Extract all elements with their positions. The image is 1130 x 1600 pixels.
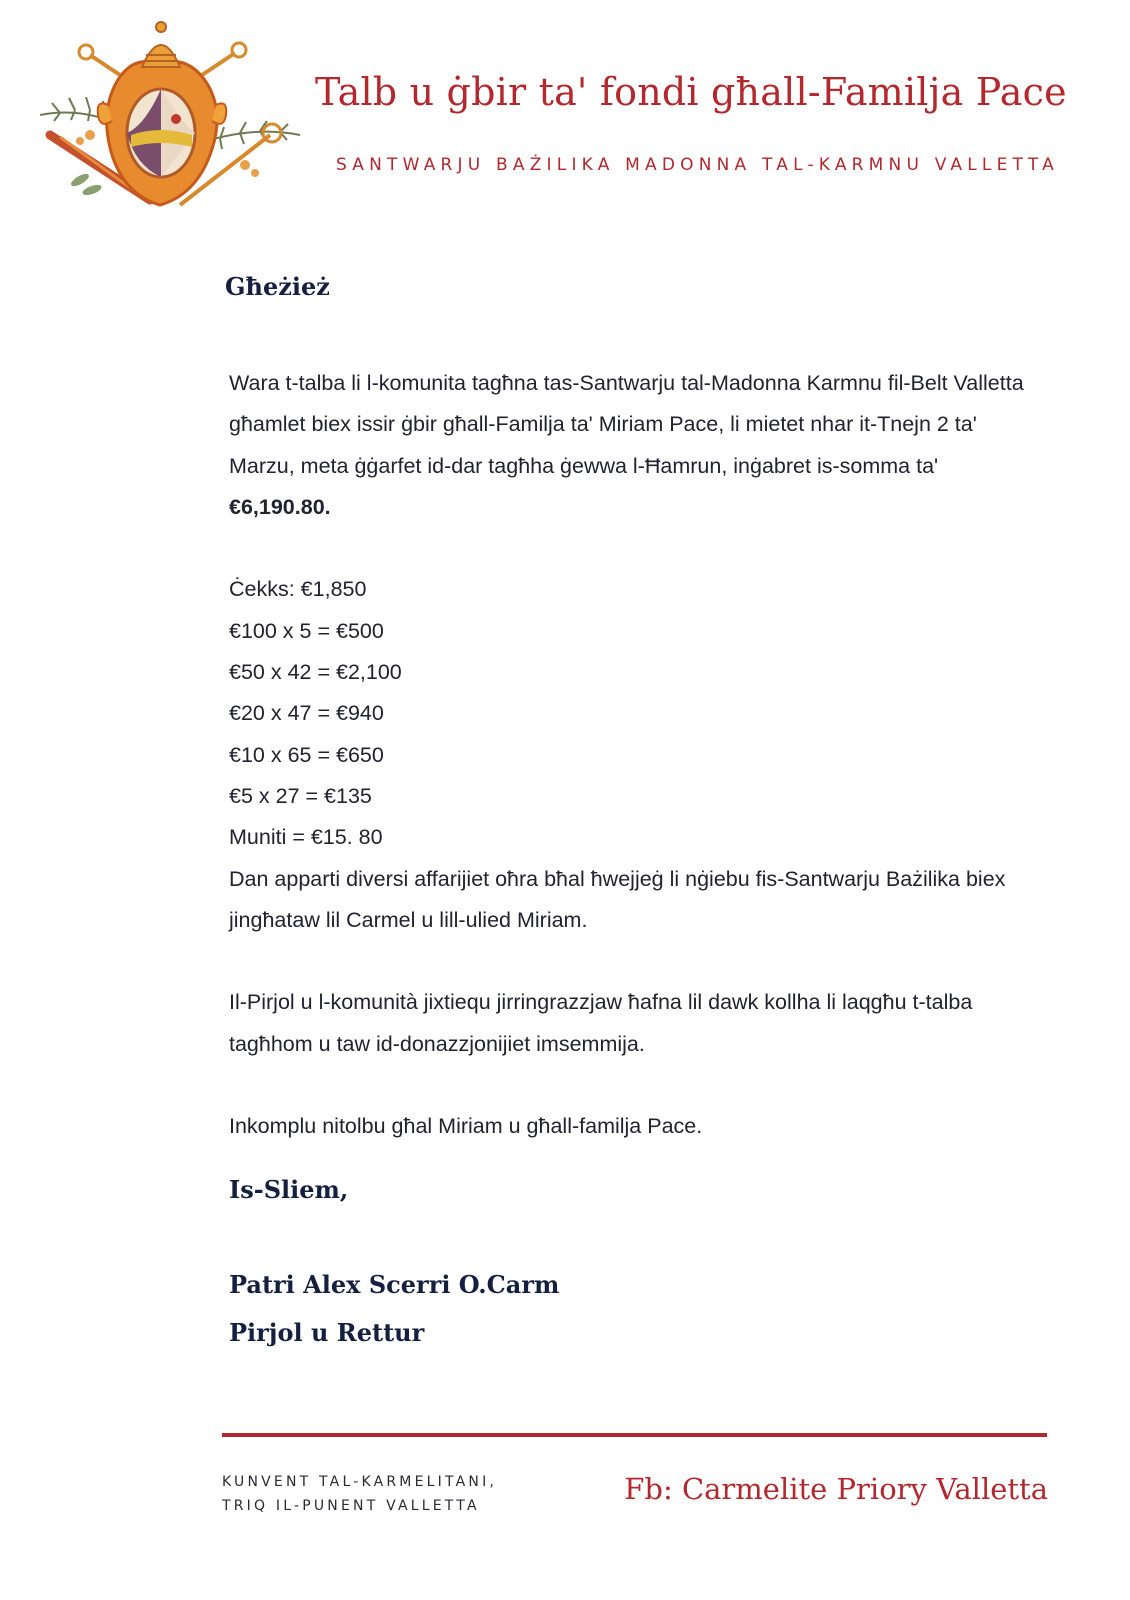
breakdown-item: Muniti = €15. 80 <box>229 825 383 850</box>
total-amount: €6,190.80. <box>229 494 331 519</box>
breakdown-item: €5 x 27 = €135 <box>229 783 372 808</box>
salutation: Għeżież <box>225 272 330 301</box>
breakdown-item: €20 x 47 = €940 <box>229 701 384 726</box>
footer-address <box>222 1470 497 1518</box>
breakdown-item: Ċekks: €1,850 <box>229 577 367 602</box>
coat-of-arms-icon <box>20 15 310 225</box>
closing: Is-Sliem, <box>229 1175 349 1204</box>
signature-title: Pirjol u Rettur <box>229 1318 425 1347</box>
intro-text: Wara t-talba li l-komunita tagħna tas-Santwarju tal-Madonna Karmnu fil-Belt Valletta għamlet biex issir ġbir għall-Familja ta' Miriam Pace, li mietet nhar it-Tnejn 2 ta' Marzu, meta ġġarfet id-dar tagħha ġewwa l-Ħamrun, inġabret is-somma ta' <box>229 371 1024 478</box>
footer-divider <box>222 1433 1047 1437</box>
facebook-link[interactable]: Fb: Carmelite Priory Valletta <box>624 1472 1048 1506</box>
letter-body <box>229 363 1029 1148</box>
page-subtitle: SANTWARJU BAŻILIKA MADONNA TAL-KARMNU VALLETTA <box>336 155 1059 175</box>
breakdown-item: €100 x 5 = €500 <box>229 618 384 643</box>
address-line: TRIQ IL-PUNENT VALLETTA <box>222 1498 480 1514</box>
breakdown-item: €50 x 42 = €2,100 <box>229 660 402 685</box>
prayer-paragraph: Inkomplu nitolbu għal Miriam u għall-familja Pace. <box>229 1114 703 1139</box>
intro-paragraph <box>229 363 1029 528</box>
extra-paragraph: Dan apparti diversi affarijiet oħra bħal ħwejjeġ li nġiebu fis-Santwarju Bażilika biex jingħataw lil Carmel u lill-ulied Miriam. <box>229 866 1006 932</box>
address-line: KUNVENT TAL-KARMELITANI, <box>222 1474 498 1490</box>
breakdown-item: €10 x 65 = €650 <box>229 742 384 767</box>
signature-name: Patri Alex Scerri O.Carm <box>229 1270 560 1299</box>
thanks-paragraph: Il-Pirjol u l-komunità jixtiequ jirringrazzjaw ħafna lil dawk kollha li laqgħu t-talba tagħhom u taw id-donazzjonijiet imsemmija. <box>229 990 973 1056</box>
page-title: Talb u ġbir ta' fondi għall-Familja Pace <box>315 70 1067 114</box>
